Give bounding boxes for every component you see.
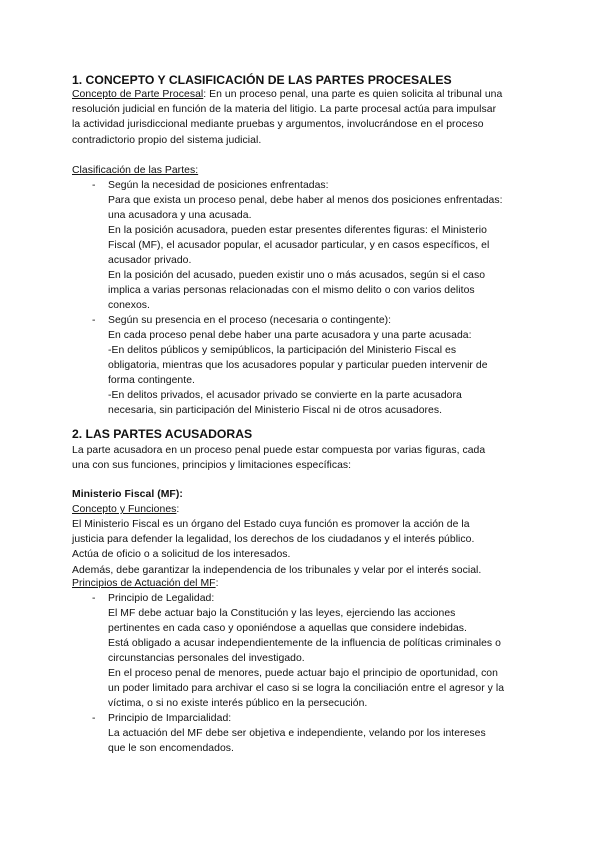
classification-item-line: forma contingente. xyxy=(108,375,195,386)
classification-item-title: Según su presencia en el proceso (necesaria o contingente): xyxy=(108,315,392,326)
principle-line: El MF debe actuar bajo la Constitución y las leyes, ejerciendo las acciones xyxy=(108,608,456,619)
section-2-intro xyxy=(72,443,542,473)
mf-title: Ministerio Fiscal (MF): xyxy=(72,489,183,500)
principle-line: pertinentes en cada caso y oponiéndose a aquellas que considere indebidas. xyxy=(108,623,467,634)
intro-line: La parte acusadora en un proceso penal puede estar compuesta por varias figuras, cada xyxy=(72,445,486,456)
mf-principles-label: Principios de Actuación del MF xyxy=(72,578,216,589)
principle-line: Está obligado a acusar independientemente de la influencia de políticas criminales o xyxy=(108,638,501,649)
classification-item-line: conexos. xyxy=(108,300,150,311)
classification-item-line: implica a varias personas relacionadas con el mismo delito o con varios delitos xyxy=(108,285,475,296)
principle-line: En el proceso penal de menores, puede actuar bajo el principio de oportunidad, con xyxy=(108,668,498,679)
mf-concept-line: Además, debe garantizar la independencia de los tribunales y velar por el interés social. xyxy=(72,564,482,576)
section-1-heading: 1. CONCEPTO Y CLASIFICACIÓN DE LAS PARTES PROCESALES xyxy=(72,73,452,87)
bullet-dash: - xyxy=(92,713,96,724)
principle-line: La actuación del MF debe ser objetiva e independiente, velando por los intereses xyxy=(108,728,486,739)
mf-concept-line: justicia para defender la legalidad, los derechos de los ciudadanos y el interés público. xyxy=(72,534,475,546)
classification-item-title: Según la necesidad de posiciones enfrentadas: xyxy=(108,180,329,191)
mf-concept-line: Actúa de oficio o a solicitud de los interesados. xyxy=(72,549,291,561)
classification-item-line: Fiscal (MF), el acusador popular, el acusador particular, y en casos específicos, el xyxy=(108,240,490,251)
intro-line: una con sus funciones, principios y limitaciones específicas: xyxy=(72,460,352,472)
principle-title: Principio de Imparcialidad: xyxy=(108,713,232,724)
concept-line: la actividad jurisdiccional mediante pruebas y argumentos, involucrándose en el proceso xyxy=(72,119,484,131)
section-2-heading: 2. LAS PARTES ACUSADORAS xyxy=(72,427,253,441)
bullet-dash: - xyxy=(92,593,96,604)
classification-item-line: acusador privado. xyxy=(108,255,192,266)
mf-principles-label-line xyxy=(72,576,532,591)
mf-concept-label: Concepto y Funciones xyxy=(72,504,177,515)
mf-concept-colon: : xyxy=(176,504,180,515)
mf-principles-colon: : xyxy=(215,578,219,589)
classification-item-line: -En delitos públicos y semipúblicos, la participación del Ministerio Fiscal es xyxy=(108,345,457,356)
bullet-dash: - xyxy=(92,315,96,326)
concept-label: Concepto de Parte Procesal xyxy=(72,89,204,100)
concept-line: contradictorio propio del sistema judicial. xyxy=(72,134,262,146)
classification-item-line: una acusadora y una acusada. xyxy=(108,210,252,221)
principle-line: un poder limitado para archivar el caso si se logra la conciliación entre el agresor y la xyxy=(108,683,505,694)
classification-item-line: -En delitos privados, el acusador privado se convierte en la parte acusadora xyxy=(108,390,462,401)
mf-concept-paragraph xyxy=(72,517,542,578)
classification-item-line: En la posición acusadora, pueden estar presentes diferentes figuras: el Ministerio xyxy=(108,225,487,236)
classification-label: Clasificación de las Partes: xyxy=(72,165,199,176)
principle-title: Principio de Legalidad: xyxy=(108,593,215,604)
principle-line: circunstancias personales del investigado. xyxy=(108,653,305,664)
mf-concept-line: El Ministerio Fiscal es un órgano del Estado cuya función es promover la acción de la xyxy=(72,519,470,530)
classification-item-line: obligatoria, mientras que los acusadores popular y particular pueden intervenir de xyxy=(108,360,488,371)
classification-item-line: necesaria, sin participación del Ministerio Fiscal ni de otros acusadores. xyxy=(108,405,443,416)
classification-item-line: Para que exista un proceso penal, debe haber al menos dos posiciones enfrentadas: xyxy=(108,195,503,206)
classification-item-line: En la posición del acusado, pueden existir uno o más acusados, según si el caso xyxy=(108,270,486,281)
concept-line: resolución judicial en función de la materia del litigio. La parte procesal actúa para impulsar xyxy=(72,104,497,116)
concept-line: : En un proceso penal, una parte es quien solicita al tribunal una xyxy=(203,89,503,100)
classification-item-line: En cada proceso penal debe haber una parte acusadora y una parte acusada: xyxy=(108,330,472,341)
concept-paragraph xyxy=(72,87,542,148)
principle-line: víctima, o si no existe interés público en la persecución. xyxy=(108,698,368,709)
principle-line: que le son encomendados. xyxy=(108,743,234,754)
bullet-dash: - xyxy=(92,180,96,191)
mf-concept-label-line xyxy=(72,502,532,517)
